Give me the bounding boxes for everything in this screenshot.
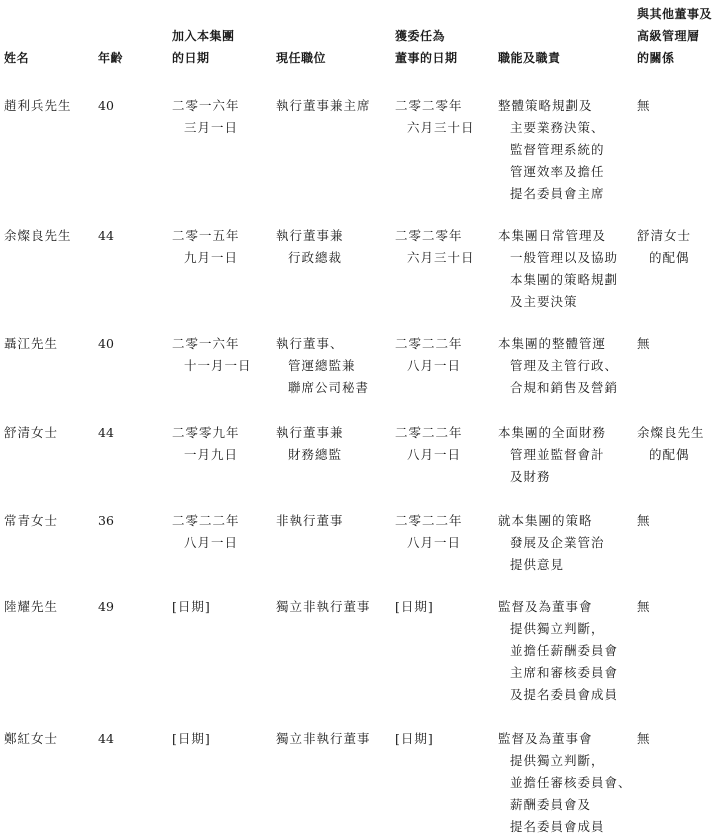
cell-name <box>4 95 72 117</box>
header-name <box>4 47 29 69</box>
cell-line: 並擔任審核委員會、 <box>510 775 632 790</box>
cell-age <box>98 596 114 618</box>
cell-relationship <box>637 225 691 269</box>
cell-appoint-date <box>395 95 475 139</box>
cell-line: 本集團的整體管運 <box>498 336 607 351</box>
header-line: 職能及職責 <box>498 51 561 65</box>
cell-duties <box>498 422 606 488</box>
header-join-date <box>172 25 235 69</box>
cell-line: 二零一五年 <box>172 228 240 243</box>
cell-line: 主要業務決策、 <box>510 120 605 135</box>
cell-position <box>276 596 371 618</box>
cell-appoint-date <box>395 225 475 269</box>
cell-line: 管理並監督會計 <box>510 447 605 462</box>
cell-line: 無 <box>637 731 651 746</box>
cell-age <box>98 333 114 355</box>
cell-duties <box>498 510 605 576</box>
cell-duties <box>498 225 618 313</box>
header-line: 與其他董事及 <box>637 7 713 21</box>
header-line: 加入本集團 <box>172 29 235 43</box>
cell-line: 提供意見 <box>510 557 565 572</box>
cell-line: 管理及主管行政、 <box>510 358 619 373</box>
cell-line: 陸耀先生 <box>4 599 59 614</box>
cell-position <box>276 422 344 466</box>
cell-relationship <box>637 728 651 750</box>
cell-line: 本集團日常管理及 <box>498 228 607 243</box>
cell-line: 獨立非執行董事 <box>276 731 371 746</box>
cell-name <box>4 225 72 247</box>
cell-line: 鄭紅女士 <box>4 731 59 746</box>
cell-line: 聯席公司秘書 <box>288 380 370 395</box>
cell-line: 薪酬委員會及 <box>510 797 592 812</box>
cell-appoint-date <box>395 333 463 377</box>
cell-line: 監督及為董事會 <box>498 599 593 614</box>
cell-line: 並擔任薪酬委員會 <box>510 643 619 658</box>
cell-line: 36 <box>98 513 114 528</box>
cell-age <box>98 225 114 247</box>
cell-line: 一般管理以及協助 <box>510 250 619 265</box>
cell-line: 無 <box>637 98 651 113</box>
cell-line: 主席和審核委員會 <box>510 665 619 680</box>
cell-line: 二零二二年 <box>395 336 463 351</box>
cell-line: 二零二零年 <box>395 228 463 243</box>
cell-line: 44 <box>98 425 114 440</box>
cell-line: 發展及企業管治 <box>510 535 605 550</box>
cell-name <box>4 728 58 750</box>
cell-line: 余燦良先生 <box>4 228 72 243</box>
cell-line: 44 <box>98 228 114 243</box>
cell-line: 管運效率及擔任 <box>510 164 605 179</box>
cell-line: 執行董事兼 <box>276 228 344 243</box>
cell-line: 余燦良先生 <box>637 425 705 440</box>
cell-name <box>4 596 58 618</box>
cell-line: 九月一日 <box>184 250 239 265</box>
cell-line: 監督管理系統的 <box>510 142 605 157</box>
header-line: 年齡 <box>98 51 124 65</box>
cell-line: [日期] <box>395 731 434 746</box>
cell-appoint-date <box>395 422 463 466</box>
cell-line: 無 <box>637 599 651 614</box>
cell-name <box>4 510 58 532</box>
header-position <box>276 47 326 69</box>
cell-join-date <box>172 333 252 377</box>
cell-line: 十一月一日 <box>184 358 252 373</box>
cell-line: 本集團的全面財務 <box>498 425 607 440</box>
cell-line: 40 <box>98 98 114 113</box>
header-line: 的關係 <box>637 51 675 65</box>
cell-line: 管運總監兼 <box>288 358 356 373</box>
header-appoint-date <box>395 25 458 69</box>
cell-duties <box>498 333 618 399</box>
cell-line: 的配偶 <box>649 447 690 462</box>
cell-line: 及主要決策 <box>510 294 578 309</box>
cell-position <box>276 333 369 399</box>
cell-line: 本集團的策略規劃 <box>510 272 619 287</box>
cell-appoint-date <box>395 510 463 554</box>
header-line: 姓名 <box>4 51 30 65</box>
cell-line: 合規和銷售及營銷 <box>510 380 619 395</box>
cell-relationship <box>637 333 651 355</box>
cell-join-date <box>172 422 240 466</box>
cell-age <box>98 510 114 532</box>
cell-line: 八月一日 <box>407 535 462 550</box>
cell-line: 舒清女士 <box>4 425 59 440</box>
cell-name <box>4 333 58 355</box>
cell-position <box>276 510 344 532</box>
cell-line: 44 <box>98 731 114 746</box>
cell-join-date <box>172 728 211 750</box>
cell-line: 二零零九年 <box>172 425 240 440</box>
header-line: 高級管理層 <box>637 29 700 43</box>
cell-line: [日期] <box>172 731 211 746</box>
cell-position <box>276 95 371 117</box>
cell-line: [日期] <box>395 599 434 614</box>
cell-line: 執行董事兼主席 <box>276 98 371 113</box>
cell-line: 二零二二年 <box>172 513 240 528</box>
header-duties <box>498 47 561 69</box>
cell-line: 一月九日 <box>184 447 239 462</box>
cell-line: 行政總裁 <box>288 250 343 265</box>
cell-relationship <box>637 510 651 532</box>
cell-duties <box>498 596 618 706</box>
cell-line: 49 <box>98 599 114 614</box>
cell-name <box>4 422 58 444</box>
header-age <box>98 47 123 69</box>
cell-relationship <box>637 95 651 117</box>
cell-line: 就本集團的策略 <box>498 513 593 528</box>
cell-relationship <box>637 596 651 618</box>
cell-line: 提供獨立判斷， <box>510 753 605 768</box>
cell-line: 八月一日 <box>407 358 462 373</box>
cell-line: 無 <box>637 513 651 528</box>
cell-line: 八月一日 <box>407 447 462 462</box>
cell-line: 三月一日 <box>184 120 239 135</box>
cell-relationship <box>637 422 705 466</box>
cell-line: 非執行董事 <box>276 513 344 528</box>
cell-line: 提名委員會主席 <box>510 186 605 201</box>
cell-line: 舒清女士 <box>637 228 692 243</box>
cell-line: 提供獨立判斷， <box>510 621 605 636</box>
cell-appoint-date <box>395 728 434 750</box>
cell-duties <box>498 728 632 838</box>
cell-line: 監督及為董事會 <box>498 731 593 746</box>
cell-line: 及財務 <box>510 469 551 484</box>
cell-join-date <box>172 95 240 139</box>
cell-line: 二零一六年 <box>172 98 240 113</box>
cell-line: [日期] <box>172 599 211 614</box>
cell-line: 的配偶 <box>649 250 690 265</box>
cell-line: 常青女士 <box>4 513 59 528</box>
cell-line: 整體策略規劃及 <box>498 98 593 113</box>
cell-age <box>98 95 114 117</box>
cell-duties <box>498 95 605 205</box>
cell-line: 二零二二年 <box>395 425 463 440</box>
cell-position <box>276 225 344 269</box>
header-line: 董事的日期 <box>395 51 458 65</box>
cell-line: 獨立非執行董事 <box>276 599 371 614</box>
cell-line: 財務總監 <box>288 447 343 462</box>
header-line: 的日期 <box>172 51 210 65</box>
header-line: 獲委任為 <box>395 29 446 43</box>
cell-line: 二零二二年 <box>395 513 463 528</box>
cell-line: 二零一六年 <box>172 336 240 351</box>
cell-line: 無 <box>637 336 651 351</box>
cell-line: 八月一日 <box>184 535 239 550</box>
cell-line: 聶江先生 <box>4 336 59 351</box>
cell-line: 及提名委員會成員 <box>510 687 619 702</box>
cell-line: 執行董事、 <box>276 336 344 351</box>
cell-line: 40 <box>98 336 114 351</box>
cell-age <box>98 728 114 750</box>
header-relationship <box>637 3 712 69</box>
cell-line: 二零二零年 <box>395 98 463 113</box>
cell-join-date <box>172 510 240 554</box>
cell-appoint-date <box>395 596 434 618</box>
header-line: 現任職位 <box>276 51 327 65</box>
cell-line: 六月三十日 <box>407 120 475 135</box>
cell-line: 趙利兵先生 <box>4 98 72 113</box>
cell-line: 六月三十日 <box>407 250 475 265</box>
cell-join-date <box>172 596 211 618</box>
cell-join-date <box>172 225 240 269</box>
cell-line: 執行董事兼 <box>276 425 344 440</box>
cell-position <box>276 728 371 750</box>
cell-line: 提名委員會成員 <box>510 819 605 834</box>
cell-age <box>98 422 114 444</box>
